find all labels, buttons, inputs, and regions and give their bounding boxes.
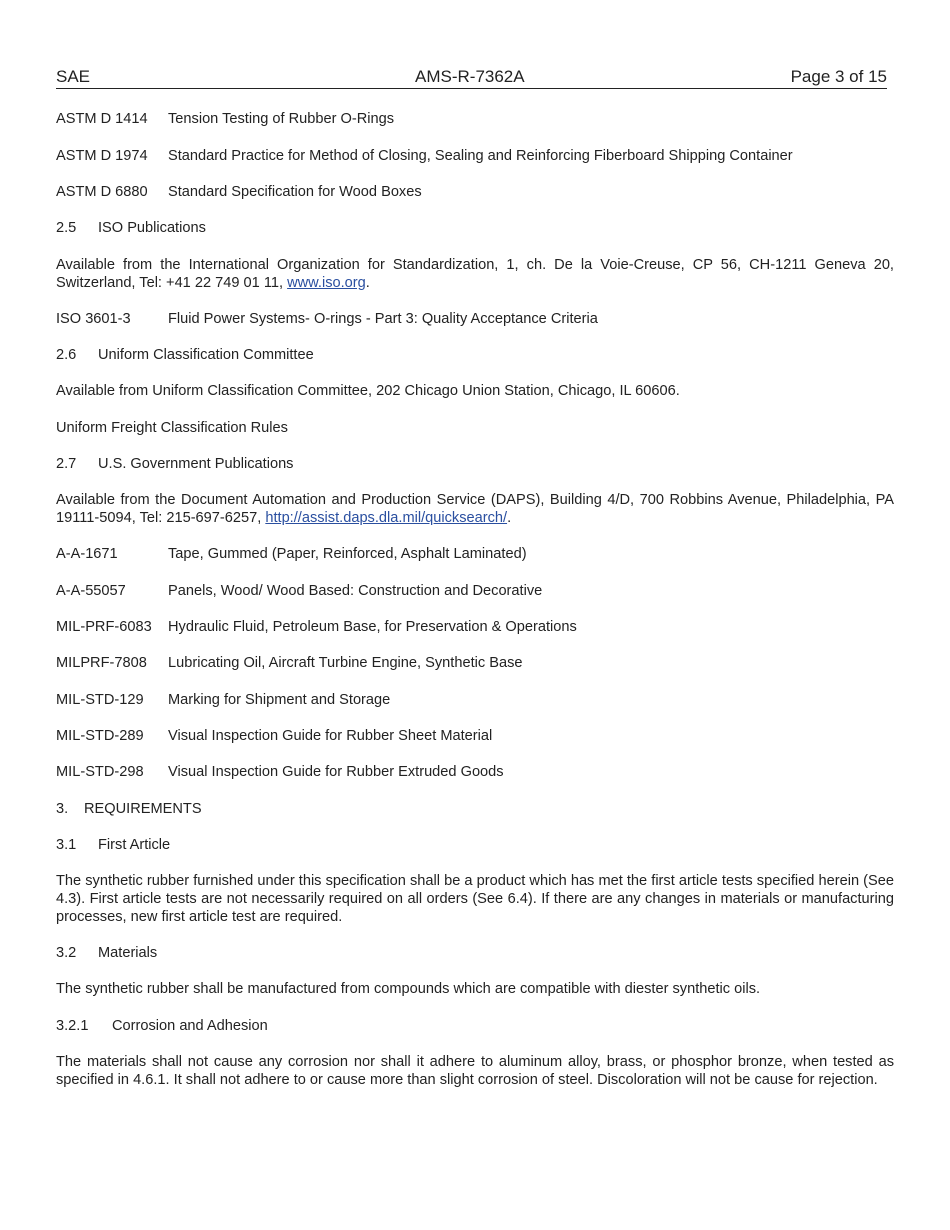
section-title: First Article (98, 837, 171, 853)
section-number: 2.6 (56, 347, 77, 363)
section-number: 2.7 (56, 456, 77, 472)
reference-title: Hydraulic Fluid, Petroleum Base, for Preservation & Operations (168, 619, 577, 635)
section-title: ISO Publications (98, 220, 206, 236)
reference-item (56, 147, 894, 165)
section-title: Uniform Classification Committee (98, 347, 314, 363)
section-heading-3-2 (56, 944, 894, 962)
reference-title: Lubricating Oil, Aircraft Turbine Engine, Synthetic Base (168, 655, 523, 671)
reference-code: MIL-STD-129 (56, 692, 144, 708)
reference-item (56, 727, 894, 745)
reference-item (56, 183, 894, 201)
reference-title: Visual Inspection Guide for Rubber Extruded Goods (168, 764, 504, 780)
reference-title: Standard Specification for Wood Boxes (168, 184, 422, 200)
iso-availability-paragraph (56, 256, 894, 292)
header-doc-number: AMS-R-7362A (415, 67, 525, 86)
section-heading-3 (56, 800, 894, 818)
reference-item (56, 582, 894, 600)
assist-website-link[interactable]: http://assist.daps.dla.mil/quicksearch/ (265, 510, 508, 526)
reference-item (56, 763, 894, 781)
reference-code: ASTM D 1414 (56, 111, 148, 127)
reference-item (56, 310, 894, 328)
reference-title: Marking for Shipment and Storage (168, 692, 391, 708)
paragraph-tail: . (365, 275, 370, 291)
section-title: Corrosion and Adhesion (112, 1018, 268, 1034)
section-heading-3-2-1 (56, 1017, 894, 1035)
reference-code: ASTM D 6880 (56, 184, 148, 200)
header-org: SAE (56, 67, 91, 86)
reference-code: ASTM D 1974 (56, 148, 148, 164)
paragraph-tail: . (507, 510, 512, 526)
reference-code: MIL-PRF-6083 (56, 619, 152, 635)
section-heading-3-1 (56, 836, 894, 854)
page-header (56, 67, 887, 89)
reference-item (56, 618, 894, 636)
reference-code: A-A-55057 (56, 583, 126, 599)
ucc-rules-reference: Uniform Freight Classification Rules (56, 420, 288, 436)
reference-title: Tape, Gummed (Paper, Reinforced, Asphalt Laminated) (168, 546, 527, 562)
corrosion-paragraph: The materials shall not cause any corrosion nor shall it adhere to aluminum alloy, brass, or phosphor bronze, when tested as specified in 4.6.1. It shall not adhere to or cause more than slight corrosion of steel. Discoloration will not be cause for rejection. (56, 1054, 894, 1088)
reference-code: MIL-STD-298 (56, 764, 144, 780)
reference-title: Panels, Wood/ Wood Based: Construction and Decorative (168, 583, 543, 599)
reference-code: A-A-1671 (56, 546, 118, 562)
section-number: 3. (56, 801, 69, 817)
gov-availability-paragraph (56, 491, 894, 527)
section-number: 2.5 (56, 220, 77, 236)
reference-item (56, 691, 894, 709)
paragraph-text: Available from the Document Automation and Production Service (DAPS), Building 4/D, 700 Robbins Avenue, Philadelphia, PA 19111-5094, Tel: 215-697-6257, (56, 492, 894, 526)
materials-paragraph: The synthetic rubber shall be manufactured from compounds which are compatible with diester synthetic oils. (56, 981, 761, 997)
reference-item (56, 110, 894, 128)
reference-title: Fluid Power Systems- O-rings - Part 3: Quality Acceptance Criteria (168, 311, 598, 327)
reference-code: ISO 3601-3 (56, 311, 131, 327)
section-heading-2-6 (56, 346, 894, 364)
reference-item (56, 654, 894, 672)
section-number: 3.1 (56, 837, 77, 853)
section-number: 3.2.1 (56, 1018, 89, 1034)
iso-website-link[interactable]: www.iso.org (287, 275, 366, 291)
paragraph-text: Available from the International Organization for Standardization, 1, ch. De la Voie-Creuse, CP 56, CH-1211 Geneva 20, Switzerland, Tel: +41 22 749 01 11, (56, 257, 894, 291)
section-title: Materials (98, 945, 158, 961)
reference-title: Tension Testing of Rubber O-Rings (168, 111, 395, 127)
section-heading-2-5 (56, 219, 894, 237)
first-article-paragraph: The synthetic rubber furnished under this specification shall be a product which has met the first article tests specified herein (See 4.3). First article tests are not necessarily required on all orders (See 6.4). If there are any changes in materials or manufacturing processes, new first article test are required. (56, 873, 894, 925)
ucc-availability-paragraph: Available from Uniform Classification Committee, 202 Chicago Union Station, Chicago, IL 60606. (56, 383, 680, 399)
section-title: REQUIREMENTS (84, 801, 202, 817)
reference-code: MILPRF-7808 (56, 655, 147, 671)
reference-title: Visual Inspection Guide for Rubber Sheet Material (168, 728, 493, 744)
reference-code: MIL-STD-289 (56, 728, 144, 744)
section-title: U.S. Government Publications (98, 456, 294, 472)
reference-item (56, 545, 894, 563)
reference-title: Standard Practice for Method of Closing, Sealing and Reinforcing Fiberboard Shipping Container (168, 148, 793, 164)
section-number: 3.2 (56, 945, 77, 961)
section-heading-2-7 (56, 455, 894, 473)
header-page-number: Page 3 of 15 (790, 67, 887, 86)
